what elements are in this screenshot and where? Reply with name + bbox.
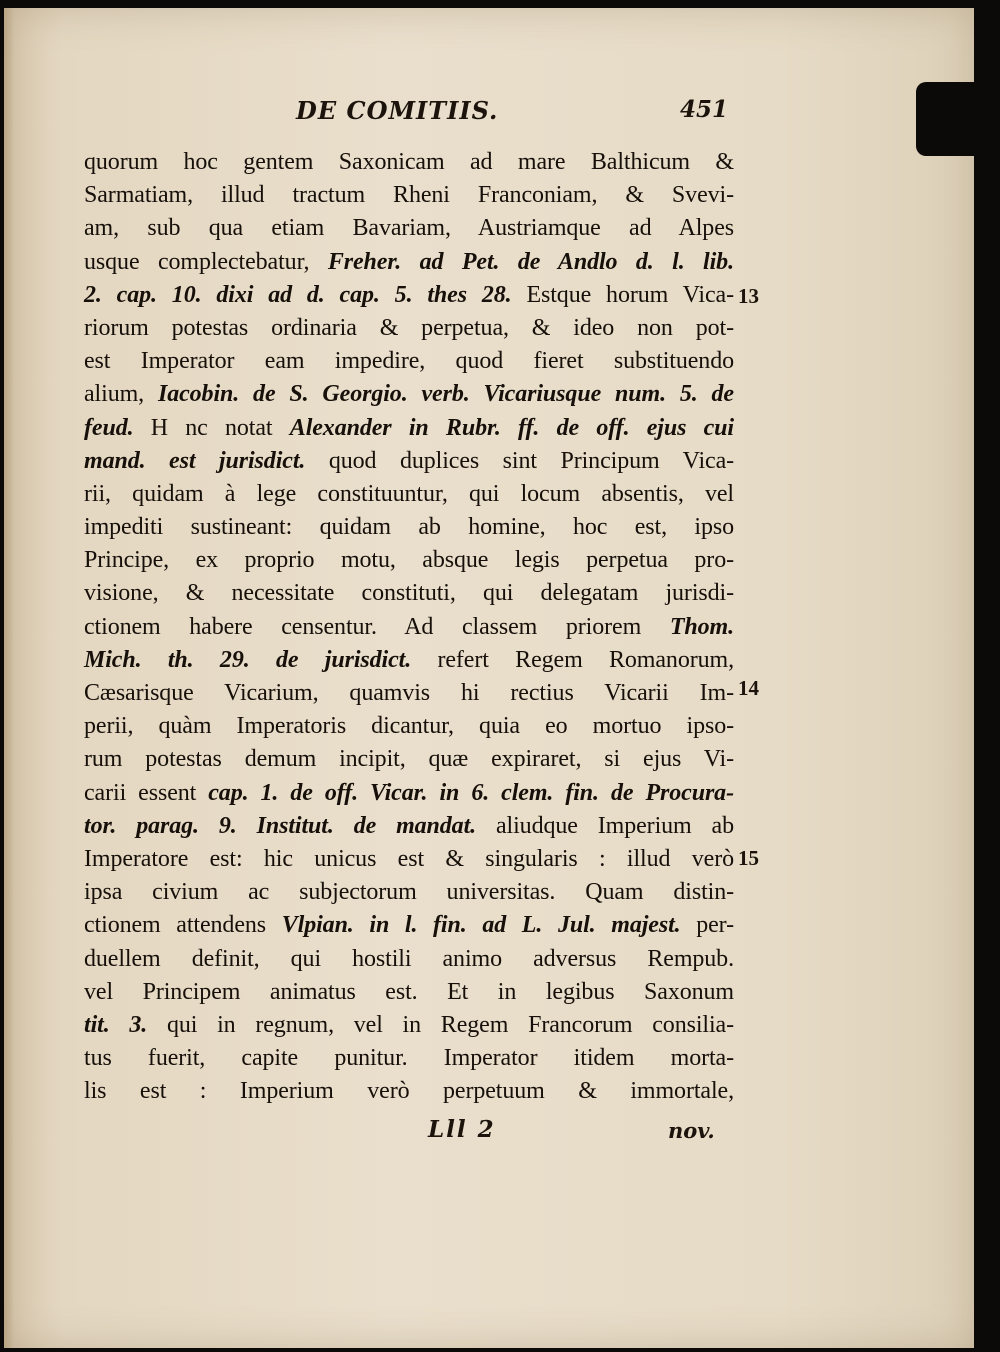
- text-line: [84, 843, 734, 876]
- line-text: ctionem attendens: [84, 912, 282, 939]
- text-line: [84, 1042, 734, 1075]
- line-text: visione, & necessitate constituti, qui delegatam jurisdi-: [84, 580, 734, 607]
- line-text: am, sub qua etiam Bavariam, Austriamque ad Alpes: [84, 215, 734, 242]
- catchword: nov.: [668, 1118, 715, 1143]
- citation-text: Alexander in Rubr. ff. de off. ejus cui: [289, 414, 734, 441]
- line-text: est Imperator eam impedire, quod fieret substituendo: [84, 348, 734, 375]
- text-line: [84, 644, 734, 677]
- text-line: [84, 943, 734, 976]
- text-line: [84, 212, 734, 245]
- line-text: Cæsarisque Vicarium, quamvis hi rectius Vicarii Im-: [84, 680, 734, 706]
- text-line: [84, 577, 734, 610]
- text-line: [84, 710, 734, 743]
- page-tab-shadow: [916, 82, 976, 156]
- text-line: [84, 909, 734, 942]
- line-text: aliudque Imperium ab: [476, 812, 734, 839]
- text-line: [84, 611, 734, 644]
- line-text: lis est : Imperium verò perpetuum & immortale,: [84, 1078, 734, 1105]
- line-text: tus fuerit, capite punitur. Imperator itidem morta-: [84, 1045, 734, 1072]
- text-line: [84, 146, 734, 179]
- text-line: [84, 677, 734, 710]
- citation-text: Vlpian. in l. fin. ad L. Jul. majest.: [281, 912, 681, 939]
- text-line: [84, 246, 734, 279]
- line-text: Estque horum Vica-: [511, 281, 734, 308]
- citation-text: 2. cap. 10. dixi ad d. cap. 5. thes 28.: [84, 281, 512, 308]
- line-text: ipsa civium ac subjectorum universitas. Quam distin-: [84, 879, 734, 906]
- text-line: [84, 279, 734, 312]
- line-text: refert Regem Romanorum,: [411, 646, 734, 673]
- signature-mark: Lll 2: [428, 1116, 496, 1143]
- text-line: [84, 743, 734, 776]
- line-text: vel Principem animatus est. Et in legibus Saxonum: [84, 978, 734, 1005]
- margin-note-13: 13: [738, 284, 759, 308]
- page-header: [4, 96, 974, 136]
- text-line: [84, 445, 734, 478]
- text-line: [84, 544, 734, 577]
- citation-text: Freher. ad Pet. de Andlo d. l. lib.: [327, 248, 734, 275]
- citation-text: Mich. th. 29. de jurisdict.: [84, 646, 412, 673]
- line-text: carii essent: [84, 779, 209, 806]
- text-line: [84, 312, 734, 345]
- line-text: ctionem habere censentur. Ad classem priorem: [84, 613, 670, 640]
- citation-text: feud.: [84, 414, 134, 441]
- citation-text: Thom.: [669, 613, 734, 640]
- text-line: [84, 478, 734, 511]
- citation-text: Iacobin. de S. Georgio. verb. Vicariusque num. 5. de: [157, 381, 734, 408]
- margin-note-14: 14: [738, 676, 759, 700]
- body-text: [84, 146, 734, 1108]
- text-line: [84, 412, 734, 445]
- text-line: [84, 976, 734, 1009]
- citation-text: tit. 3.: [84, 1011, 148, 1038]
- line-text: quod duplices sint Principum Vica-: [305, 447, 735, 474]
- line-text: perii, quàm Imperatoris dicantur, quia eo mortuo ipso-: [84, 713, 734, 740]
- text-line: [84, 179, 734, 212]
- line-text: Imperatore est: hic unicus est & singularis : illud verò: [84, 845, 734, 872]
- text-line: [84, 1075, 734, 1108]
- line-text: quorum hoc gentem Saxonicam ad mare Balthicum &: [84, 149, 734, 175]
- text-line: [84, 378, 734, 411]
- text-line: [84, 345, 734, 378]
- citation-text: mand. est jurisdict.: [84, 447, 306, 474]
- text-line: [84, 1009, 734, 1042]
- text-line: [84, 810, 734, 843]
- line-text: Principe, ex proprio motu, absque legis perpetua pro-: [84, 547, 734, 574]
- text-line: [84, 876, 734, 909]
- line-text: qui in regnum, vel in Regem Francorum consilia-: [147, 1011, 734, 1038]
- citation-text: tor. parag. 9. Institut. de mandat.: [84, 812, 477, 839]
- line-text: riorum potestas ordinaria & perpetua, & ideo non pot-: [84, 314, 734, 341]
- text-line: [84, 777, 734, 810]
- page-number: 451: [680, 96, 729, 123]
- line-text: rum potestas demum incipit, quæ expiraret, si ejus Vi-: [84, 746, 734, 773]
- line-text: per-: [680, 912, 734, 939]
- line-text: impediti sustineant: quidam ab homine, hoc est, ipso: [84, 514, 734, 541]
- line-text: usque complectebatur,: [84, 248, 328, 275]
- book-page: [4, 8, 974, 1348]
- margin-note-15: 15: [738, 846, 759, 870]
- line-text: rii, quidam à lege constituuntur, qui locum absentis, vel: [84, 480, 734, 507]
- citation-text: cap. 1. de off. Vicar. in 6. clem. fin. de Procura-: [208, 779, 734, 806]
- line-text: alium,: [84, 381, 158, 408]
- text-line: [84, 511, 734, 544]
- line-text: duellem definit, qui hostili animo adversus Rempub.: [84, 945, 734, 972]
- line-text: Sarmatiam, illud tractum Rheni Franconiam, & Svevi-: [84, 182, 734, 209]
- running-head: DE COMITIIS.: [296, 96, 499, 125]
- page-gutter-shadow: [4, 8, 14, 1348]
- line-text: H nc notat: [133, 414, 290, 441]
